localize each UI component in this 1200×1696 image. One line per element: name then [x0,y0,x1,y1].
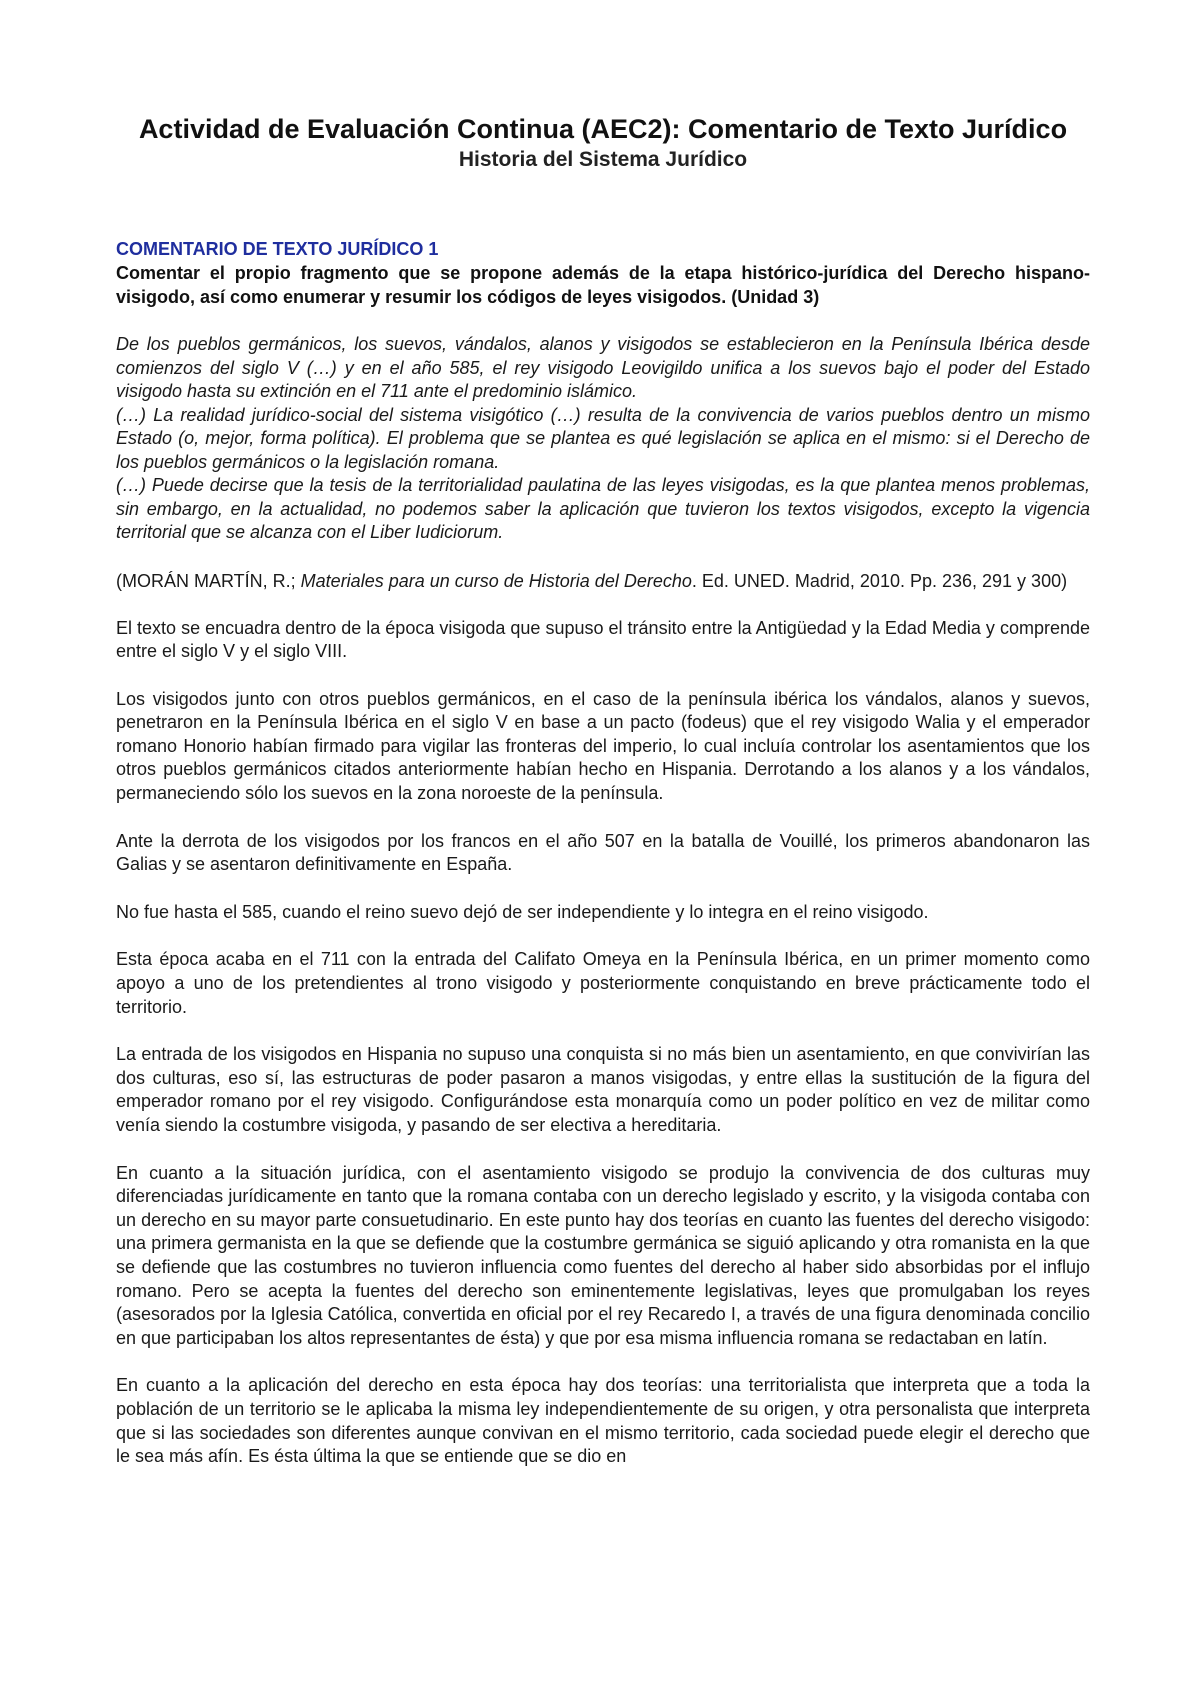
body-paragraph: El texto se encuadra dentro de la época visigoda que supuso el tránsito entre la Antigüedad y la Edad Media y comprende entre el siglo V y el siglo VIII. [116,617,1090,662]
quote-paragraph: (…) La realidad jurídico-social del sistema visigótico (…) resulta de la convivencia de varios pueblos dentro un mismo Estado (o, mejor, forma política). El problema que se plantea es qué legislación se aplica en el mismo: si el Derecho de los pueblos germánicos o la legislación romana. [116,404,1090,472]
document-page [116,112,1090,1469]
quoted-fragment [116,333,1090,545]
page-title: Actividad de Evaluación Continua (AEC2): Comentario de Texto Jurídico [138,114,1068,144]
body-paragraph: En cuanto a la situación jurídica, con el asentamiento visigodo se produjo la convivencia de dos culturas muy diferenciadas jurídicamente en tanto que la romana contaba con un derecho legislado y escrito, y la visigoda contaba con un derecho en su mayor parte consuetudinario. En este punto hay dos teorías en cuanto las fuentes del derecho visigodo: una primera germanista en la que se defiende que la costumbre germánica se siguió aplicando y otra romanista en la que se defiende que las costumbres no tuvieron influencia como fuentes del derecho al haber sido absorbidas por el influjo romano. Pero se acepta la fuentes del derecho son eminentemente legislativas, leyes que promulgaban los reyes (asesorados por la Iglesia Católica, convertida en oficial por el rey Recaredo I, a través de una figura denominada concilio en que participaban los altos representantes de ésta) y que por esa misma influencia romana se redactaban en latín. [116,1162,1090,1348]
citation-work-title: Materiales para un curso de Historia del Derecho [300,570,692,591]
citation-suffix: . Ed. UNED. Madrid, 2010. Pp. 236, 291 y 300) [691,570,1068,591]
commentary-body [116,617,1090,1469]
page-subtitle: Historia del Sistema Jurídico [458,148,748,171]
body-paragraph: Esta época acaba en el 711 con la entrada del Califato Omeya en la Península Ibérica, en un primer momento como apoyo a uno de los pretendientes al trono visigodo y posteriormente conquistando en breve prácticamente todo el territorio. [116,949,1090,1017]
body-paragraph: Los visigodos junto con otros pueblos germánicos, en el caso de la península ibérica los vándalos, alanos y suevos, penetraron en la Península Ibérica en el siglo V en base a un pacto (fodeus) que el rey visigodo Walia y el emperador romano Honorio habían firmado para vigilar las fronteras del imperio, lo cual incluía controlar los asentamientos que los otros pueblos germánicos citados anteriormente habían hecho en Hispania. Derrotando a los alanos y a los vándalos, permaneciendo sólo los suevos en la zona noroeste de la península. [116,688,1090,804]
body-paragraph: Ante la derrota de los visigodos por los francos en el año 507 en la batalla de Vouillé, los primeros abandonaron las Galias y se asentaron definitivamente en España. [116,830,1090,875]
quote-paragraph: De los pueblos germánicos, los suevos, vándalos, alanos y visigodos se establecieron en la Península Ibérica desde comienzos del siglo V (…) y en el año 585, el rey visigodo Leovigildo unifica a los suevos bajo el poder del Estado visigodo hasta su extinción en el 711 ante el predominio islámico. [116,334,1090,401]
body-paragraph: En cuanto a la aplicación del derecho en esta época hay dos teorías: una territorialista que interpreta que a toda la población de un territorio se le aplicaba la misma ley independientemente de su origen, y otra personalista que interpreta que si las sociedades son diferentes aunque convivan en el mismo territorio, cada sociedad puede elegir el derecho que le sea más afín. Es ésta última la que se entiende que se dio en [116,1375,1090,1467]
citation-prefix: (MORÁN MARTÍN, R.; [116,570,301,591]
body-paragraph: No fue hasta el 585, cuando el reino suevo dejó de ser independiente y lo integra en el reino visigodo. [116,901,929,922]
assignment-instructions: Comentar el propio fragmento que se propone además de la etapa histórico-jurídica del Derecho hispano-visigodo, así como enumerar y resumir los códigos de leyes visigodos. (Unidad 3) [116,263,1090,307]
body-paragraph: La entrada de los visigodos en Hispania no supuso una conquista si no más bien un asentamiento, en que convivirían las dos culturas, eso sí, las estructuras de poder pasaron a manos visigodas, y entre ellas la sustitución de la figura del emperador romano por el rey visigodo. Configurándose esta monarquía como un poder político en vez de militar como venía siendo la costumbre visigoda, y pasando de ser electiva a hereditaria. [116,1044,1090,1135]
citation [116,569,1090,593]
section-heading: COMENTARIO DE TEXTO JURÍDICO 1 [116,239,439,259]
quote-paragraph: (…) Puede decirse que la tesis de la territorialidad paulatina de las leyes visigodas, es la que plantea menos problemas, sin embargo, en la actualidad, no podemos saber la aplicación que tuvieron los textos visigodos, excepto la vigencia territorial que se alcanza con el Liber Iudiciorum. [116,475,1090,542]
